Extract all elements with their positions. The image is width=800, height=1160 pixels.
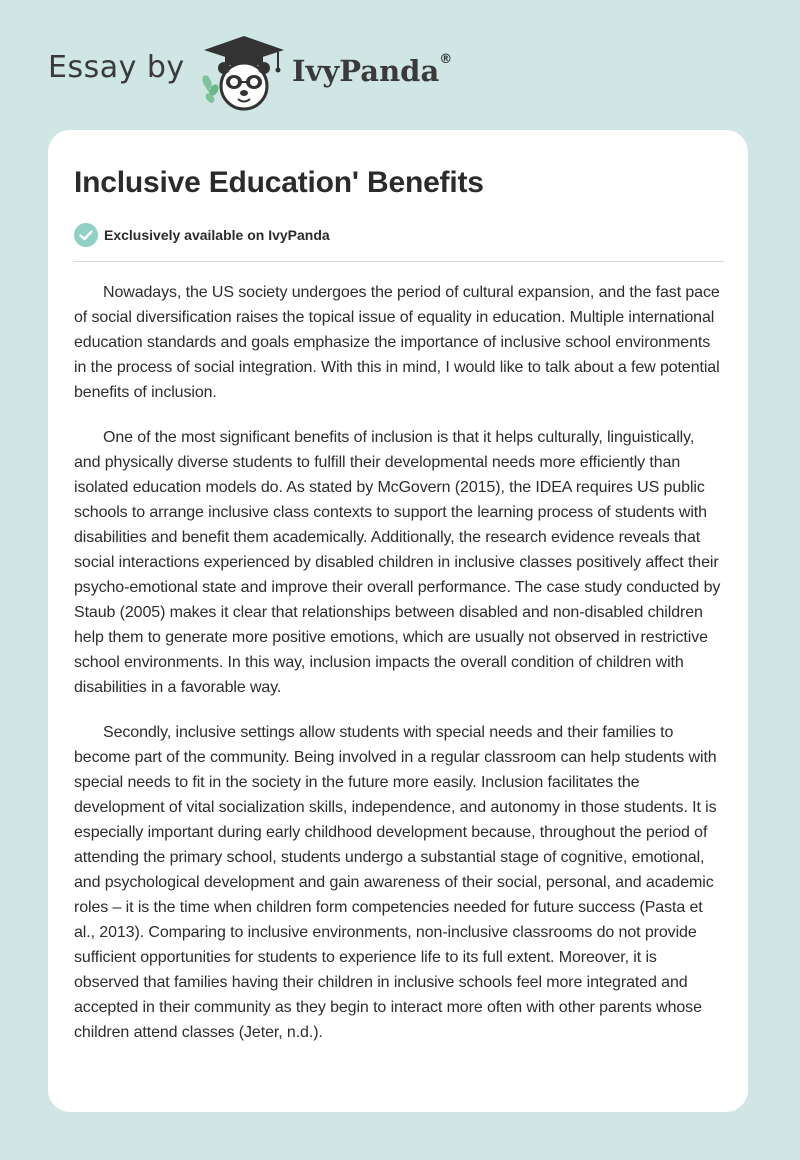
panda-logo-icon[interactable] bbox=[198, 32, 290, 112]
exclusive-label: Exclusively available on IvyPanda bbox=[104, 227, 330, 243]
page-title: Inclusive Education' Benefits bbox=[74, 166, 484, 199]
exclusive-badge bbox=[74, 222, 330, 248]
brand-name[interactable]: IvyPanda® bbox=[292, 52, 453, 88]
check-circle-icon bbox=[74, 223, 98, 247]
paragraph-1: Nowadays, the US society undergoes the period of cultural expansion, and the fast pace of social diversification raises the topical issue of equality in education. Multiple international education standards and goals emphasize the importance of inclusive school environments in the process of social integration. With this in mind, I would like to talk about a few potential benefits of inclusion. bbox=[74, 284, 720, 401]
site-header bbox=[0, 0, 800, 130]
paragraph-3: Secondly, inclusive settings allow students with special needs and their families to become part of the community. Being involved in a regular classroom can help students with special needs to fit in the society in the future more easily. Inclusion facilitates the development of vital socialization skills, independence, and autonomy in those students. It is especially important during early childhood development because, throughout the period of attending the primary school, students undergo a substantial stage of cognitive, emotional, and psychological development and gain awareness of their social, personal, and academic roles – it is the time when children form competencies needed for future success (Pasta et al., 2013). Comparing to inclusive environments, non-inclusive classrooms do not provide sufficient opportunities for students to experience life to its full extent. Moreover, it is observed that families having their children in inclusive schools feel more integrated and accepted in their community as they begin to interact more often with other parents whose children attend classes (Jeter, n.d.). bbox=[74, 724, 717, 1041]
registered-mark: ® bbox=[439, 52, 453, 67]
paragraph-2: One of the most significant benefits of inclusion is that it helps culturally, linguistically, and physically diverse students to fulfill their developmental needs more efficiently than isolated education models do. As stated by McGovern (2015), the IDEA requires US public schools to arrange inclusive class contexts to support the learning process of students with disabilities and benefit them academically. Additionally, the research evidence reveals that social interactions experienced by disabled children in inclusive classes positively affect their psycho-emotional state and improve their overall performance. The case study conducted by Staub (2005) makes it clear that relationships between disabled and non-disabled children help them to generate more positive emotions, which are usually not observed in restrictive school environments. In this way, inclusion impacts the overall condition of children with disabilities in a favorable way. bbox=[74, 429, 721, 696]
essay-body bbox=[74, 280, 724, 1065]
essay-by-label: Essay by bbox=[48, 50, 185, 85]
essay-card bbox=[48, 130, 748, 1112]
divider bbox=[74, 261, 724, 262]
